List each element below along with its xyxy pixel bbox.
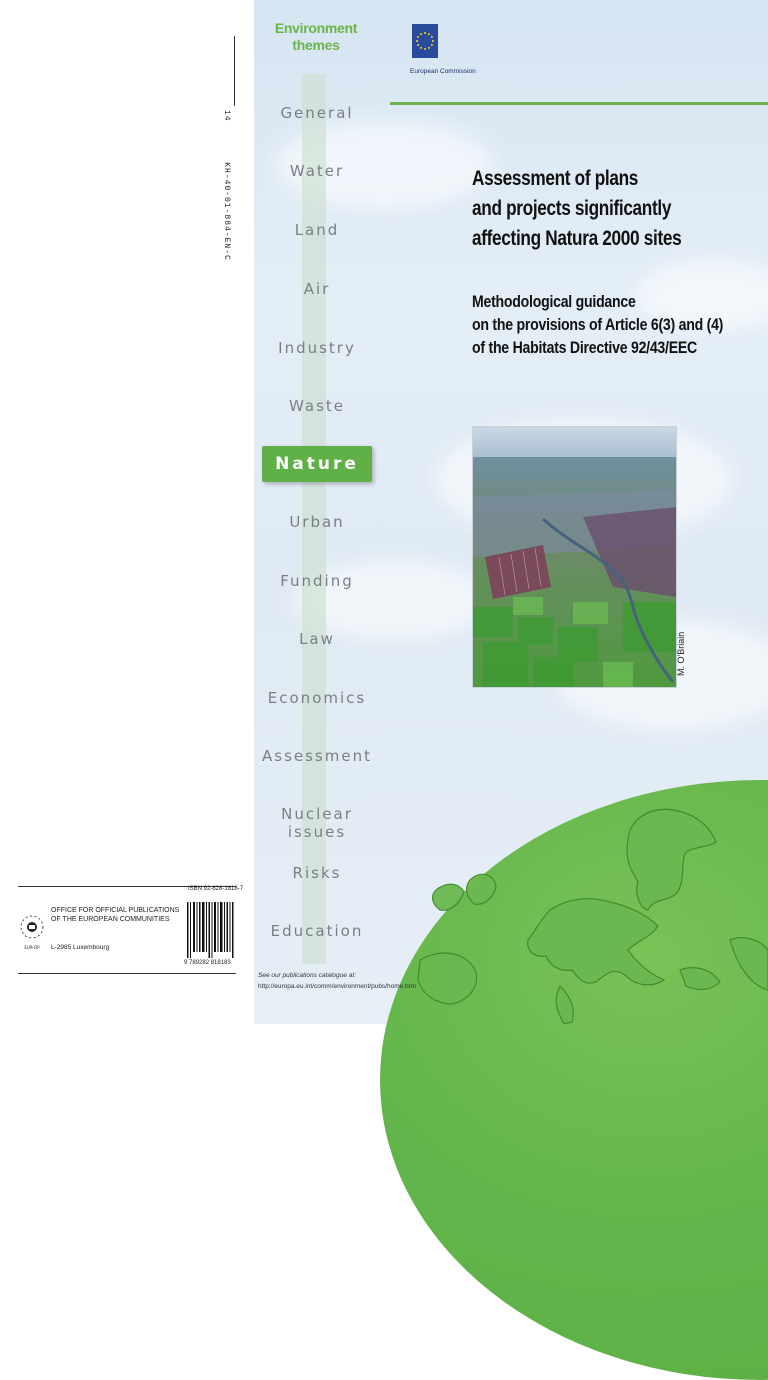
theme-risks: Risks [292,864,342,882]
barcode-digits: 9 789282 818183 [184,960,231,966]
document-subtitle [472,290,729,359]
theme-urban: Urban [289,513,345,531]
catalogue-url[interactable]: http://europa.eu.int/comm/environment/pubs/home.htm [258,983,416,990]
theme-water: Water [289,162,345,180]
catalogue-note [258,970,416,992]
header-rule [390,102,768,105]
landscape-illustration [473,427,676,687]
spine-number: 14 [222,110,231,122]
theme-education: Education [270,922,364,940]
isbn: ISBN 92-828-1818-7 [188,886,244,892]
eu-flag-icon [412,24,438,58]
europe-map-icon [400,790,768,1024]
subtitle-line-1: Methodological guidance [472,292,636,311]
publications-office-city: L-2985 Luxembourg [51,944,110,951]
themes-heading-line-1: Environment [274,20,358,36]
theme-economics: Economics [267,689,367,707]
theme-assessment: Assessment [262,747,372,765]
spine-rule [234,36,235,106]
theme-waste: Waste [289,397,345,415]
publications-office-emblem-icon [18,905,46,955]
title-line-2: and projects significantly [472,197,672,220]
back-cover [0,0,254,1024]
theme-funding: Funding [280,572,354,590]
catalogue-label: See our publications catalogue at: [258,972,356,979]
subtitle-line-3: of the Habitats Directive 92/43/EEC [472,338,697,357]
european-commission-label: European Commission [410,68,476,75]
document-title [472,164,710,254]
theme-air: Air [303,280,331,298]
office-line-1: OFFICE FOR OFFICIAL PUBLICATIONS [51,907,180,914]
spine-text [222,110,231,261]
publications-office-name [51,906,191,924]
theme-land: Land [294,221,340,239]
title-line-3: affecting Natura 2000 sites [472,227,682,250]
theme-industry: Industry [278,339,356,357]
spine-code: KH-40-01-884-EN-C [222,162,231,261]
aerial-landscape-photo [472,426,677,688]
title-line-1: Assessment of plans [472,167,639,190]
svg-text:EUR-OP: EUR-OP [24,945,40,950]
themes-heading [262,20,370,54]
office-line-2: OF THE EUROPEAN COMMUNITIES [51,916,170,923]
subtitle-line-2: on the provisions of Article 6(3) and (4) [472,315,724,334]
theme-nature-active: Nature [262,446,372,482]
theme-general: General [280,104,354,122]
theme-law: Law [299,630,335,648]
themes-heading-line-2: themes [292,37,340,53]
photo-credit: M. O'Briain [676,631,686,676]
theme-nuclear-issues: Nuclear issues [281,805,353,841]
barcode-icon [187,902,235,958]
